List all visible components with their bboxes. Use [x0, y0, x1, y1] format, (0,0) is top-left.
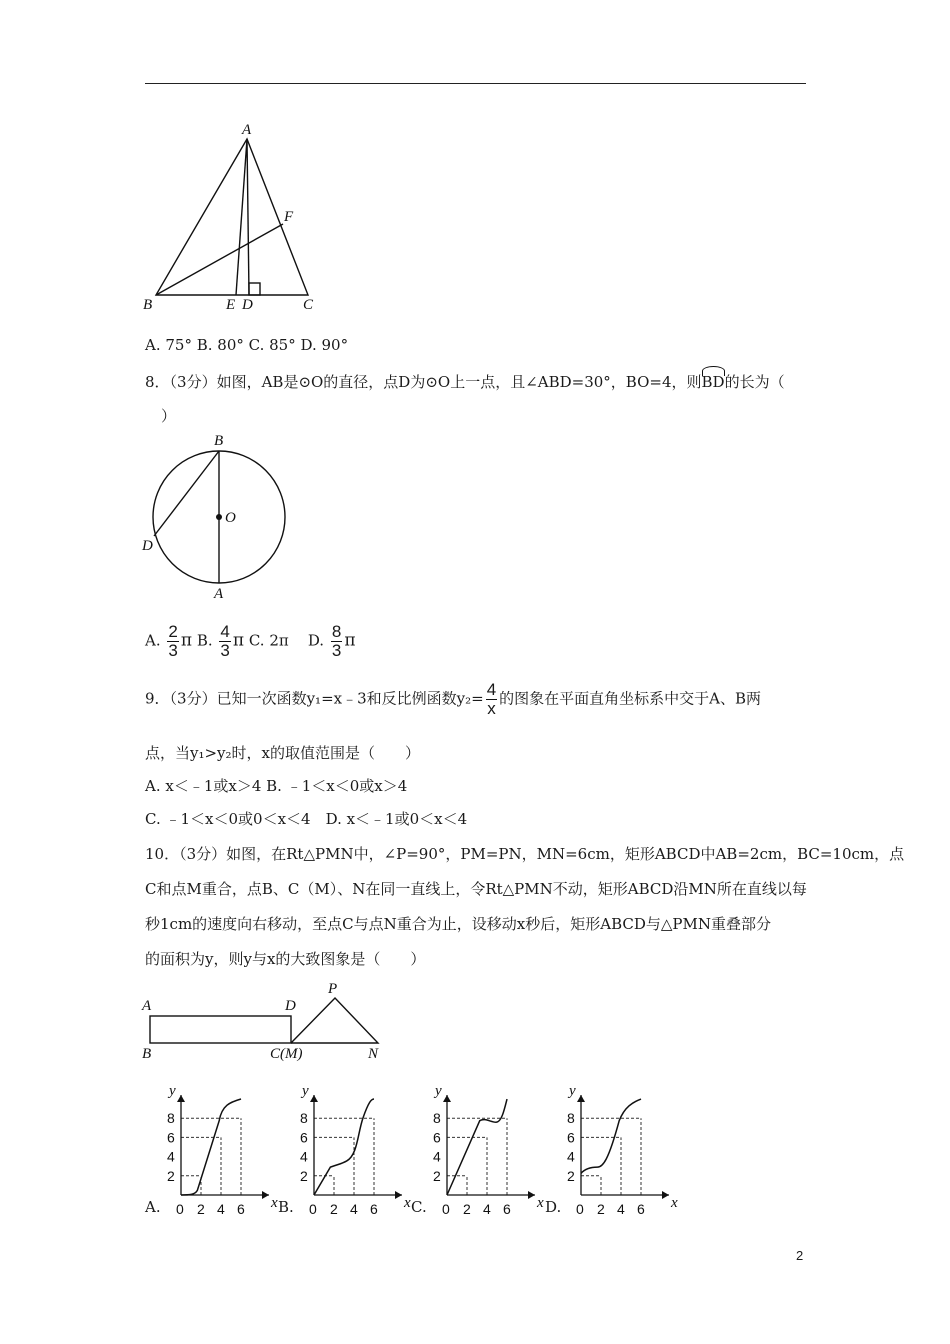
q10-label-p: P [328, 981, 338, 997]
graph-curve [181, 1099, 241, 1195]
y-axis-arrow [177, 1095, 185, 1102]
page-number: 2 [796, 1248, 804, 1263]
q10-rect-triangle-figure [138, 978, 398, 1063]
q7-options: A. 75° B. 80° C. 85° D. 90° [145, 336, 349, 354]
q9-prefix: 9．（3分）已知一次函数y₁=x﹣3和反比例函数y₂= [145, 689, 484, 708]
q7-label-f: F [284, 209, 294, 225]
q8-option-d-fraction [331, 623, 342, 660]
q8-a-pi: π [180, 630, 193, 651]
q10-graph-option-label: C. [411, 1198, 427, 1216]
y-tick-label: 4 [567, 1148, 575, 1165]
q7-label-d: D [242, 297, 253, 313]
y-axis-arrow [577, 1095, 585, 1102]
y-tick-label: 6 [167, 1129, 175, 1146]
x-axis-arrow [528, 1191, 535, 1199]
q10-graph-option-d [545, 1083, 678, 1224]
q10-graph-option-label: A. [145, 1198, 161, 1216]
q8-b-num: 4 [220, 622, 230, 641]
q10-stem-line4: 的面积为y，则y与x的大致图象是（ ） [145, 950, 426, 968]
q9-stem-line2: 点，当y₁>y₂时，x的取值范围是（ ） [145, 744, 421, 762]
graph-curve [314, 1099, 374, 1195]
y-tick-label: 6 [300, 1129, 308, 1146]
q8-a-num: 2 [168, 622, 178, 641]
y-tick-label: 6 [567, 1129, 575, 1146]
q9-options-ab: A. x＜﹣1或x＞4 B. ﹣1＜x＜0或x＞4 [145, 777, 408, 795]
y-axis-label: y [569, 1083, 576, 1099]
q8-label-b: B [214, 433, 224, 449]
y-axis-arrow [310, 1095, 318, 1102]
x-tick-label: 6 [237, 1201, 245, 1217]
x-axis-label: x [271, 1195, 278, 1211]
q10-label-n: N [368, 1046, 379, 1062]
x-tick-label: 2 [330, 1201, 338, 1217]
q7-label-a: A [242, 122, 252, 138]
x-tick-label: 0 [576, 1201, 584, 1217]
x-tick-label: 0 [309, 1201, 317, 1217]
x-tick-label: 6 [370, 1201, 378, 1217]
y-tick-label: 8 [567, 1110, 575, 1127]
q8-d-den: 3 [331, 641, 342, 660]
q9-den: x [487, 699, 496, 718]
q10-label-d: D [285, 998, 296, 1014]
y-tick-label: 2 [433, 1167, 441, 1184]
q8-d-num: 8 [331, 622, 342, 641]
x-tick-label: 0 [442, 1201, 450, 1217]
x-tick-label: 2 [597, 1201, 605, 1217]
q7-label-b: B [143, 297, 153, 313]
q8-option-d-label: D. [307, 631, 325, 650]
q8-circle-figure [138, 430, 298, 602]
q8-option-a-label: A. [145, 631, 161, 650]
q8-a-den: 3 [168, 641, 178, 660]
x-axis-arrow [262, 1191, 269, 1199]
q8-stem-prefix: 8．（3分）如图，AB是⊙O的直径，点D为⊙O上一点，且∠ABD=30°，BO=4，则 [145, 373, 702, 391]
y-tick-label: 8 [300, 1110, 308, 1127]
q10-graph-plot [545, 1083, 678, 1220]
q10-stem-line2: C和点M重合，点B、C（M）、N在同一直线上，令Rt△PMN不动，矩形ABCD沿MN所在直线以每 [145, 880, 807, 898]
q9-num: 4 [486, 680, 497, 699]
x-axis-label: x [671, 1195, 678, 1211]
q9-fraction [486, 681, 497, 718]
y-tick-label: 8 [167, 1110, 175, 1127]
y-tick-label: 6 [433, 1129, 441, 1146]
y-tick-label: 8 [433, 1110, 441, 1127]
x-tick-label: 4 [350, 1201, 358, 1217]
y-tick-label: 2 [567, 1167, 575, 1184]
q8-b-pi: π [232, 630, 245, 651]
q7-label-c: C [303, 297, 314, 313]
q8-b-den: 3 [220, 641, 230, 660]
q10-graph-option-c [411, 1083, 544, 1224]
x-axis-arrow [662, 1191, 669, 1199]
q8-label-o: O [225, 510, 236, 526]
q8-option-b-label: B. [196, 631, 213, 650]
y-axis-label: y [435, 1083, 442, 1099]
y-tick-label: 2 [167, 1167, 175, 1184]
q8-stem [145, 369, 785, 392]
x-tick-label: 4 [217, 1201, 225, 1217]
q8-stem-suffix: 的长为（ [724, 373, 785, 391]
q9-stem-line1 [145, 681, 761, 718]
q10-label-b: B [142, 1046, 152, 1062]
q8-d-pi: π [344, 630, 356, 651]
q8-label-d: D [142, 538, 153, 554]
y-tick-label: 2 [300, 1167, 308, 1184]
y-tick-label: 4 [167, 1148, 175, 1165]
q10-graph-option-label: B. [278, 1198, 294, 1216]
x-tick-label: 2 [197, 1201, 205, 1217]
q7-triangle-figure [138, 120, 338, 315]
y-tick-label: 4 [433, 1148, 441, 1165]
x-axis-label: x [404, 1195, 411, 1211]
y-tick-label: 4 [300, 1148, 308, 1165]
q10-label-cm: C(M) [270, 1046, 303, 1062]
q8-option-a-fraction [167, 623, 178, 660]
x-tick-label: 6 [637, 1201, 645, 1217]
q10-graph-plot [411, 1083, 544, 1220]
graph-curve [447, 1099, 507, 1195]
x-tick-label: 2 [463, 1201, 471, 1217]
q8-arc-bd: BD [702, 369, 725, 391]
x-tick-label: 4 [483, 1201, 491, 1217]
q7-label-e: E [226, 297, 236, 313]
graph-curve [581, 1099, 641, 1173]
q10-graph-option-b [278, 1083, 411, 1224]
q10-stem-line3: 秒1cm的速度向右移动，至点C与点N重合为止，设移动x秒后，矩形ABCD与△PMN重叠部分 [145, 915, 771, 933]
y-axis-label: y [169, 1083, 176, 1099]
x-tick-label: 0 [176, 1201, 184, 1217]
x-axis-label: x [537, 1195, 544, 1211]
x-axis-arrow [395, 1191, 402, 1199]
x-tick-label: 6 [503, 1201, 511, 1217]
q8-label-a: A [214, 586, 224, 602]
x-tick-label: 4 [617, 1201, 625, 1217]
q8-option-b-fraction [219, 623, 230, 660]
y-axis-label: y [302, 1083, 309, 1099]
q10-graph-plot [278, 1083, 411, 1220]
q9-options-cd: C. ﹣1＜x＜0或0＜x＜4 D. x＜﹣1或0＜x＜4 [145, 810, 468, 828]
q10-label-a: A [142, 998, 152, 1014]
q10-graph-option-label: D. [545, 1198, 562, 1216]
q8-option-c: C. 2π [248, 631, 289, 650]
q8-stem-close: ） [161, 407, 177, 425]
q8-options [145, 623, 356, 660]
q10-graph-plot [145, 1083, 278, 1220]
q9-suffix: 的图象在平面直角坐标系中交于A、B两 [499, 689, 762, 708]
q10-stem-line1: 10．（3分）如图，在Rt△PMN中，∠P=90°，PM=PN，MN=6cm，矩形ABCD中AB=2cm，BC=10cm，点 [145, 845, 905, 863]
q10-graph-option-a [145, 1083, 278, 1224]
y-axis-arrow [443, 1095, 451, 1102]
header-rule [145, 83, 806, 84]
